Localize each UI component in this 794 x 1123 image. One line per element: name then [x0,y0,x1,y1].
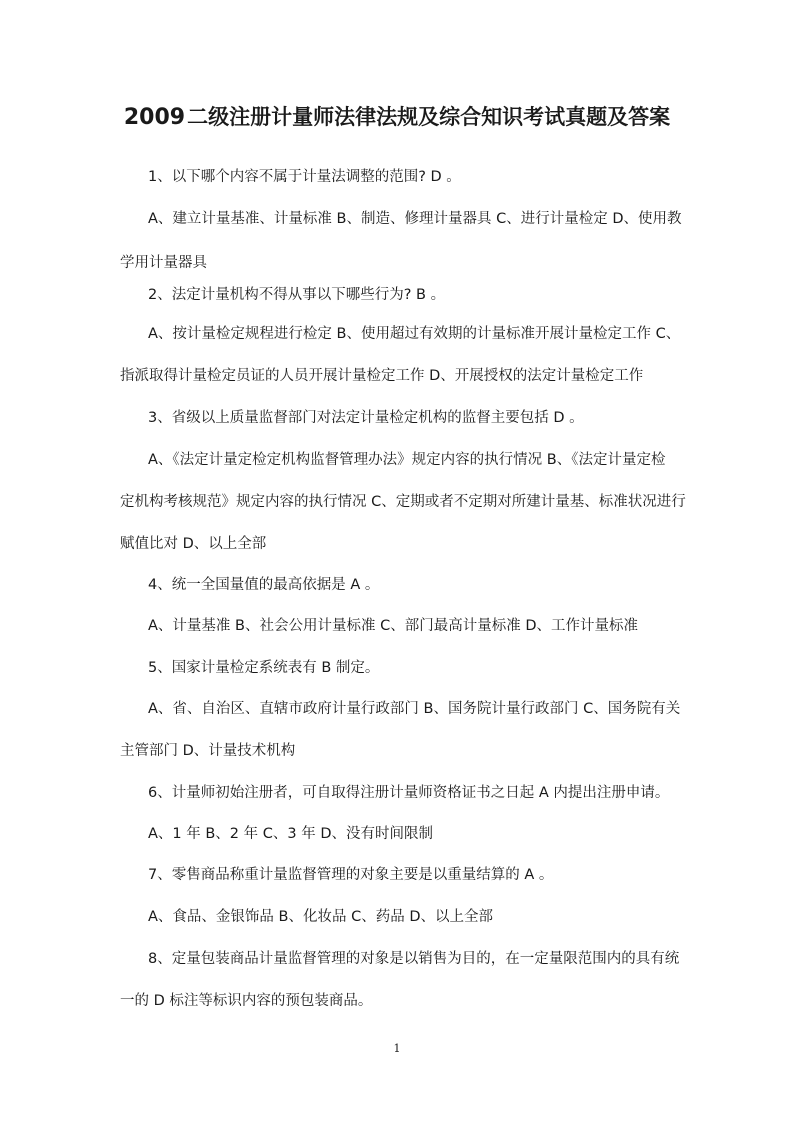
question-7-options: A、食品、金银饰品 B、化妆品 C、药品 D、以上全部 [148,909,493,925]
question-5-options-continued: 主管部门 D、计量技术机构 [120,743,296,759]
document-title [0,101,794,134]
question-3-options: A、《法定计量定检定机构监督管理办法》规定内容的执行情况 B、《法定计量定检 [148,452,666,468]
question-5: 5、国家计量检定系统表有 B 制定。 [148,660,380,676]
question-1-options: A、建立计量基准、计量标准 B、制造、修理计量器具 C、进行计量检定 D、使用教 [148,211,682,227]
page-number: 1 [393,1042,401,1055]
question-6: 6、计量师初始注册者，可自取得注册计量师资格证书之日起 A 内提出注册申请。 [148,785,670,801]
question-7: 7、零售商品称重计量监督管理的对象主要是以重量结算的 A 。 [148,867,554,883]
question-1: 1、以下哪个内容不属于计量法调整的范围? D 。 [148,169,461,185]
question-8: 8、定量包装商品计量监督管理的对象是以销售为目的，在一定量限范围内的具有统 [148,951,680,967]
question-1-options-continued: 学用计量器具 [120,255,207,271]
question-6-options: A、1 年 B、2 年 C、3 年 D、没有时间限制 [148,826,433,842]
question-2-options-continued: 指派取得计量检定员证的人员开展计量检定工作 D、开展授权的法定计量检定工作 [120,368,644,384]
question-3-options-end: 赋值比对 D、以上全部 [120,536,267,552]
question-8-continued: 一的 D 标注等标识内容的预包装商品。 [120,993,373,1009]
title-year: 2009 [123,105,186,130]
question-4-options: A、计量基准 B、社会公用计量标准 C、部门最高计量标准 D、工作计量标准 [148,618,638,634]
question-3-options-continued: 定机构考核规范》规定内容的执行情况 C、定期或者不定期对所建计量基、标准状况进行 [120,494,686,510]
question-4: 4、统一全国量值的最高依据是 A 。 [148,577,380,593]
question-3: 3、省级以上质量监督部门对法定计量检定机构的监督主要包括 D 。 [148,410,584,426]
question-2-options: A、按计量检定规程进行检定 B、使用超过有效期的计量标准开展计量检定工作 C、 [148,326,681,342]
title-text: 二级注册计量师法律法规及综合知识考试真题及答案 [187,104,671,129]
question-2: 2、法定计量机构不得从事以下哪些行为? B 。 [148,287,446,303]
question-5-options: A、省、自治区、直辖市政府计量行政部门 B、国务院计量行政部门 C、国务院有关 [148,701,681,717]
